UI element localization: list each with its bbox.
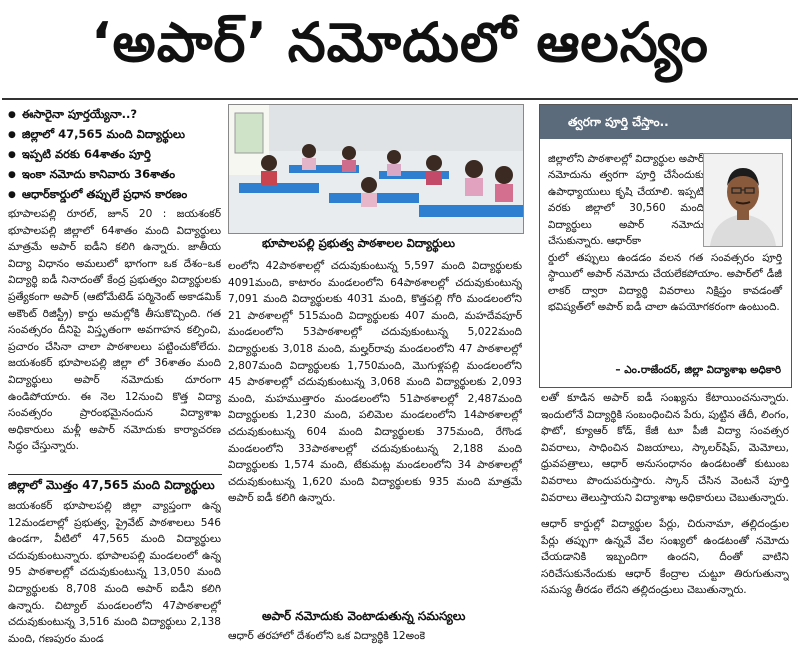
highlight-item: ● జిల్లాలో 47,565 మంది విద్యార్థులు <box>8 124 223 144</box>
body-paragraph: ఆధార్ కార్డుల్లో విద్యార్థుల పేర్లు, చిరునామా, తల్లిదండ్రుల పేర్లు తప్పుగా ఉన్నవే వేల సంఖ్యలో ఉండటంతో నమోదు చేయడానికి ఇబ్బందిగా ఉందని, దీంతో వాటిని సరిచేసుకునేందుకు ఆధార్ కేంద్రాల చుట్టూ తిరుగుతున్నా సమస్య తీరడం లేదని తల్లిదండ్రులు చెబుతున్నారు. <box>541 518 789 597</box>
quote-box-title: త్వరగా పూర్తి చేస్తాం.. <box>540 105 791 139</box>
column-2-body <box>228 258 522 604</box>
column-3-body-1 <box>541 390 789 514</box>
column-1-divider <box>8 474 222 475</box>
intro-paragraph: భూపాలపల్లి రూరల్, జూన్ 20 : జయశంకర్ భూపాలపల్లి జిల్లాలో 64శాతం మంది విద్యార్థులు మాత్రమే అపార్ ఐడీని కలిగి ఉన్నారు. జాతీయ విద్యా విధానం అమలులో భాగంగా ఒక దేశం–ఒక విద్యార్థి ఐడీ నినాదంతో కేంద్ర ప్రభుత్వం విద్యార్థులకు ప్రత్యేకంగా అపార్ (ఆటోమేటెడ్ పర్మినెంట్ అకాడమిక్ అకౌంట్ రిజిస్ట్రీ) కార్డు అమల్లోకి తీసుకొచ్చింది. గత సంవత్సరం దీనిపై విస్తృతంగా అవగాహన కల్పించి, ప్రచారం చేసినా చాలా పాఠశాలలు పట్టించుకోలేదు. జయశంకర్ భూపాలపల్లి జిల్లా లో 36శాతం మంది విద్యార్థులు అపార్ నమోదుకు దూరంగా ఉండిపోయారు. ఈ నెల 12నుంచి కొత్త విద్యా సంవత్సరం ప్రారంభమైనందున విద్యాశాఖ అధికారులు మళ్లీ అపార్ నమోదుకు కార్యాచరణ సిద్ధం చేస్తున్నారు. <box>8 208 221 453</box>
classroom-photo <box>228 104 524 234</box>
headline-divider <box>2 98 798 100</box>
quote-text-bottom: ర్డులో తప్పులు ఉండడం వలన గత సంవత్సరం పూర్తి స్థాయిలో అపార్ నమోదు చేయలేకపోయాం. అపార్‌లో డీజీ లాకర్ ద్వారా విద్యార్థి వివరాలు నిక్షిప్తం కావడంతో భవిష్యత్‌లో అపార్ ఐడీ చాలా ఉపయోగకరంగా ఉంటుంది. <box>548 252 782 314</box>
column-2-subheading: అపార్ నమోదుకు వెంటాడుతున్న సమస్యలు <box>262 609 466 623</box>
photo-caption: భూపాలపల్లి ప్రభుత్వ పాఠశాలల విద్యార్థులు <box>262 236 455 250</box>
highlights-list <box>8 104 223 204</box>
column-2-tail <box>228 628 522 646</box>
headline <box>0 0 800 98</box>
highlight-item: ● ఇంకా నమోదు కానివారు 36శాతం <box>8 164 223 184</box>
highlight-item: ● ఇప్పటి వరకు 64శాతం పూర్తి <box>8 144 223 164</box>
column-1-intro <box>8 206 221 474</box>
official-quote-box <box>539 104 792 388</box>
classroom-illustration <box>229 105 523 233</box>
official-portrait <box>703 153 783 247</box>
quote-text-top: జిల్లాలోని పాఠశాలల్లో విద్యార్థుల అపార్ నమోదును త్వరగా పూర్తి చేసేందుకు ఉపాధ్యాయులు కృషి చేయాలి. ఇప్పటి వరకు జిల్లాలో 30,560 మంది విద్యార్థులు అపార్ నమోదు చేసుకున్నారు. ఆధార్‌కా <box>548 153 704 248</box>
column-1-subheading: జిల్లాలో మొత్తం 47,565 మంది విద్యార్థులు <box>8 478 215 492</box>
body-paragraph: లంలోని 42పాఠశాలల్లో చదువుకుంటున్న 5,597 మంది విద్యార్థులకు 4091మంది, కాటారం మండలంలోని 64పాఠశాలల్లో చదువుకుంటున్న 7,091 మంది విద్యార్థులకు 4031 మంది, కొత్తపల్లి గోరి మండలంలోని 21 పాఠశాలల్లో 515మంది విద్యార్థులకు 407 మంది, మహదేవపూర్ మండలంలోని 53పాఠశాలల్లో చదువుకుంటున్న 5,022మంది విద్యార్థులకు 3,018 మంది, మల్హర్‌రావు మండలంలోని 47 పాఠశాలల్లో 2,807మంది విద్యార్థులకు 1,750మంది, మొగుళ్లపల్లి మండలంలోని 45 పాఠశాలల్లో చదువుకుంటున్న 3,068 మంది విద్యార్థులకు 2,093 మంది, మహముత్తారం మండలంలోని 51పాఠశాలల్లో 2,487మంది విద్యార్థులకు 1,230 మంది, పలిమెల మండలంలోని 14పాఠశాలల్లో చదువుకుంటున్న 604 మంది విద్యార్థులకు 375మంది, రేగొండ మండలంలోని 33పాఠశాలల్లో చదువుకుంటున్న 2,188 మంది విద్యార్థులకు 1,574 మంది, టేకుమట్ల మండలంలోని 34 పాఠశాలల్లో చదువుకుంటున్న 1,620 మంది విద్యార్థులకు 935 మంది మాత్రమే అపార్ ఐడీ కలిగి ఉన్నారు. <box>228 260 522 505</box>
headline-text: ‘అపార్’ నమోదులో ఆలస్యం <box>91 10 709 74</box>
highlight-item: ● ఈసారైనా పూర్తయ్యేనా..? <box>8 104 223 124</box>
quote-signature: – ఎం.రాజేందర్, జిల్లా విద్యాశాఖ అధికారి <box>615 364 781 376</box>
body-paragraph: జయశంకర్ భూపాలపల్లి జిల్లా వ్యాప్తంగా ఉన్న 12మండలాల్లో ప్రభుత్వ, ప్రైవేట్ పాఠశాలలు 546 ఉండగా, వీటిలో 47,565 మంది విద్యార్థులు చదువుకుంటున్నారు. భూపాలపల్లి మండలంలో ఉన్న 95 పాఠశాలల్లో చదువుకుంటున్న 13,050 మంది విద్యార్థులకు 8,708 మంది అపార్ ఐడీని కలిగి ఉన్నారు. చిట్యాల్ మండలంలోని 47పాఠశాలల్లో చదువుకుంటున్న 3,516 మంది విద్యార్థులు 2,138 మంది, గణపురం మండ <box>8 500 221 645</box>
portrait-illustration <box>704 154 782 246</box>
tail-paragraph: ఆధార్ తరహాలో దేశంలోని ఒక విద్యార్థికి 12అంకె <box>228 630 426 642</box>
column-3-body-2 <box>541 516 789 646</box>
body-paragraph: లతో కూడిన అపార్ ఐడీ సంఖ్యను కేటాయించనున్నారు. ఇందులోనే విద్యార్థికి సంబంధించిన పేరు, పుట్టిన తేదీ, లింగం, ఫొటో, క్యూఆర్ కోడ్, కేజీ టూ పీజీ విద్యా సంవత్సర వివరాలు, సాధించిన విజయాలు, స్కాలర్‌షిప్, మెమోలు, ధ్రువపత్రాలు, ఆధార్ అనుసంధానం ఉండటంతో కుటుంబ వివరాలు పొందుపరుస్తారు. స్కాన్ చేసిన వెంటనే పూర్తి వివరాలు తెలుస్తాయని విద్యాశాఖ అధికారులు చెబుతున్నారు. <box>541 392 789 504</box>
highlight-item: ● ఆధార్‌కార్డులో తప్పులే ప్రధాన కారణం <box>8 184 223 204</box>
column-1-body <box>8 498 221 646</box>
